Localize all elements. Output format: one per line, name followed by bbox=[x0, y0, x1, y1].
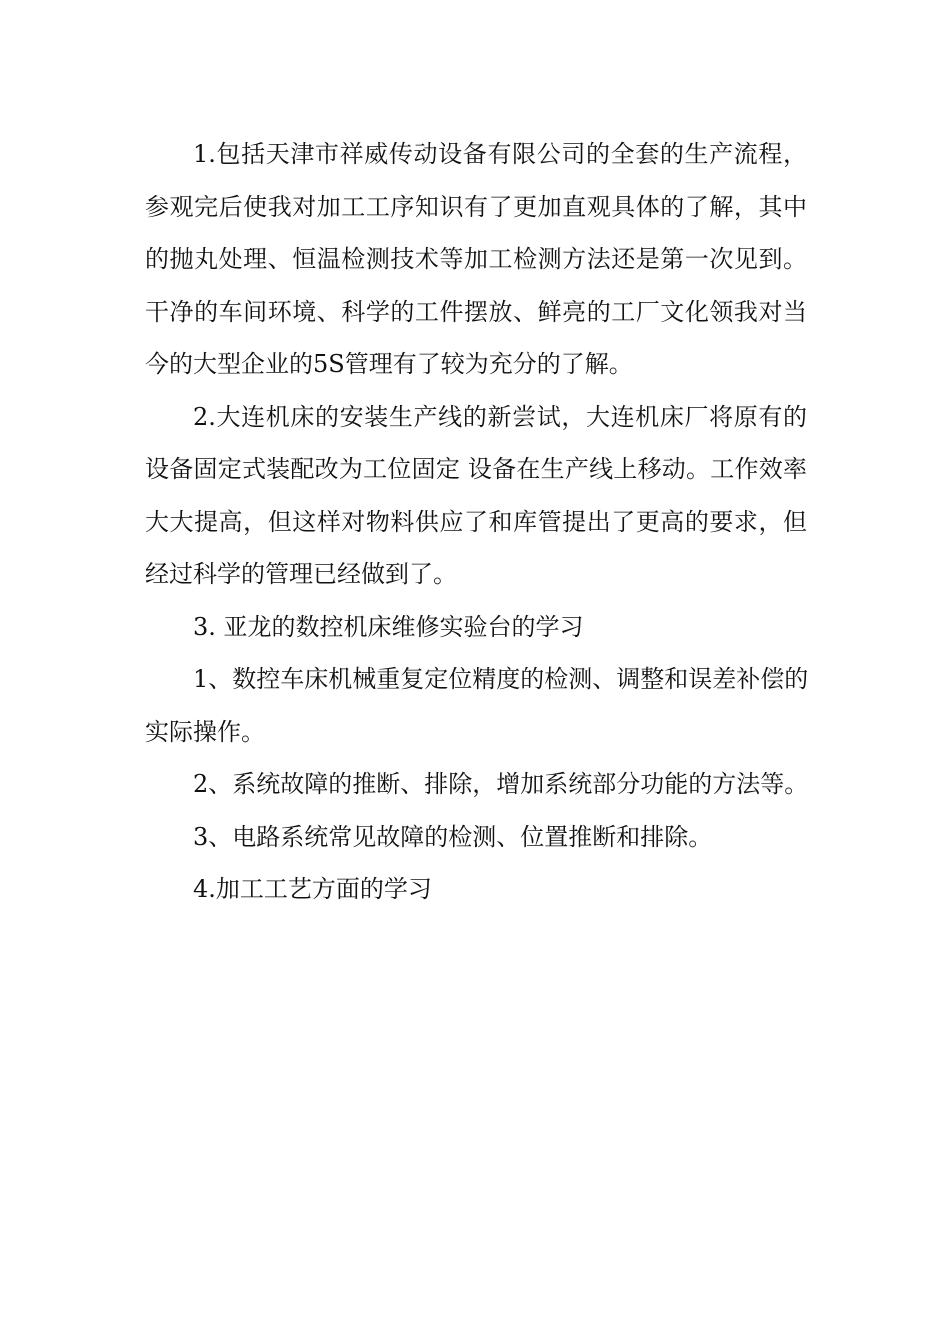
line-8: 大大提高，但这样对物料供应了和库管提出了更高的要求，但 bbox=[145, 507, 807, 536]
line-15: 4.加工工艺方面的学习 bbox=[193, 875, 432, 903]
line-3: 的抛丸处理、恒温检测技术等加工检测方法还是第一次见到。 bbox=[145, 245, 807, 273]
document-body bbox=[145, 128, 807, 916]
line-5: 今的大型企业的5S管理有了较为充分的了解。 bbox=[145, 350, 633, 378]
line-11: 1、数控车床机械重复定位精度的检测、调整和误差补偿的 bbox=[193, 665, 809, 693]
line-6: 2.大连机床的安装生产线的新尝试，大连机床厂将原有的 bbox=[193, 402, 807, 431]
line-2: 参观完后使我对加工工序知识有了更加直观具体的了解，其中 bbox=[145, 192, 807, 221]
line-13: 2、系统故障的推断、排除，增加系统部分功能的方法等。 bbox=[193, 770, 809, 798]
line-1: 1.包括天津市祥威传动设备有限公司的全套的生产流程， bbox=[193, 140, 807, 168]
line-7: 设备固定式装配改为工位固定 设备在生产线上移动。工作效率 bbox=[145, 455, 807, 483]
line-14: 3、电路系统常见故障的检测、位置推断和排除。 bbox=[193, 822, 713, 851]
line-4: 干净的车间环境、科学的工件摆放、鲜亮的工厂文化领我对当 bbox=[145, 297, 807, 326]
line-9: 经过科学的管理已经做到了。 bbox=[145, 560, 457, 588]
line-10: 3. 亚龙的数控机床维修实验台的学习 bbox=[193, 612, 584, 641]
line-12: 实际操作。 bbox=[145, 717, 265, 746]
